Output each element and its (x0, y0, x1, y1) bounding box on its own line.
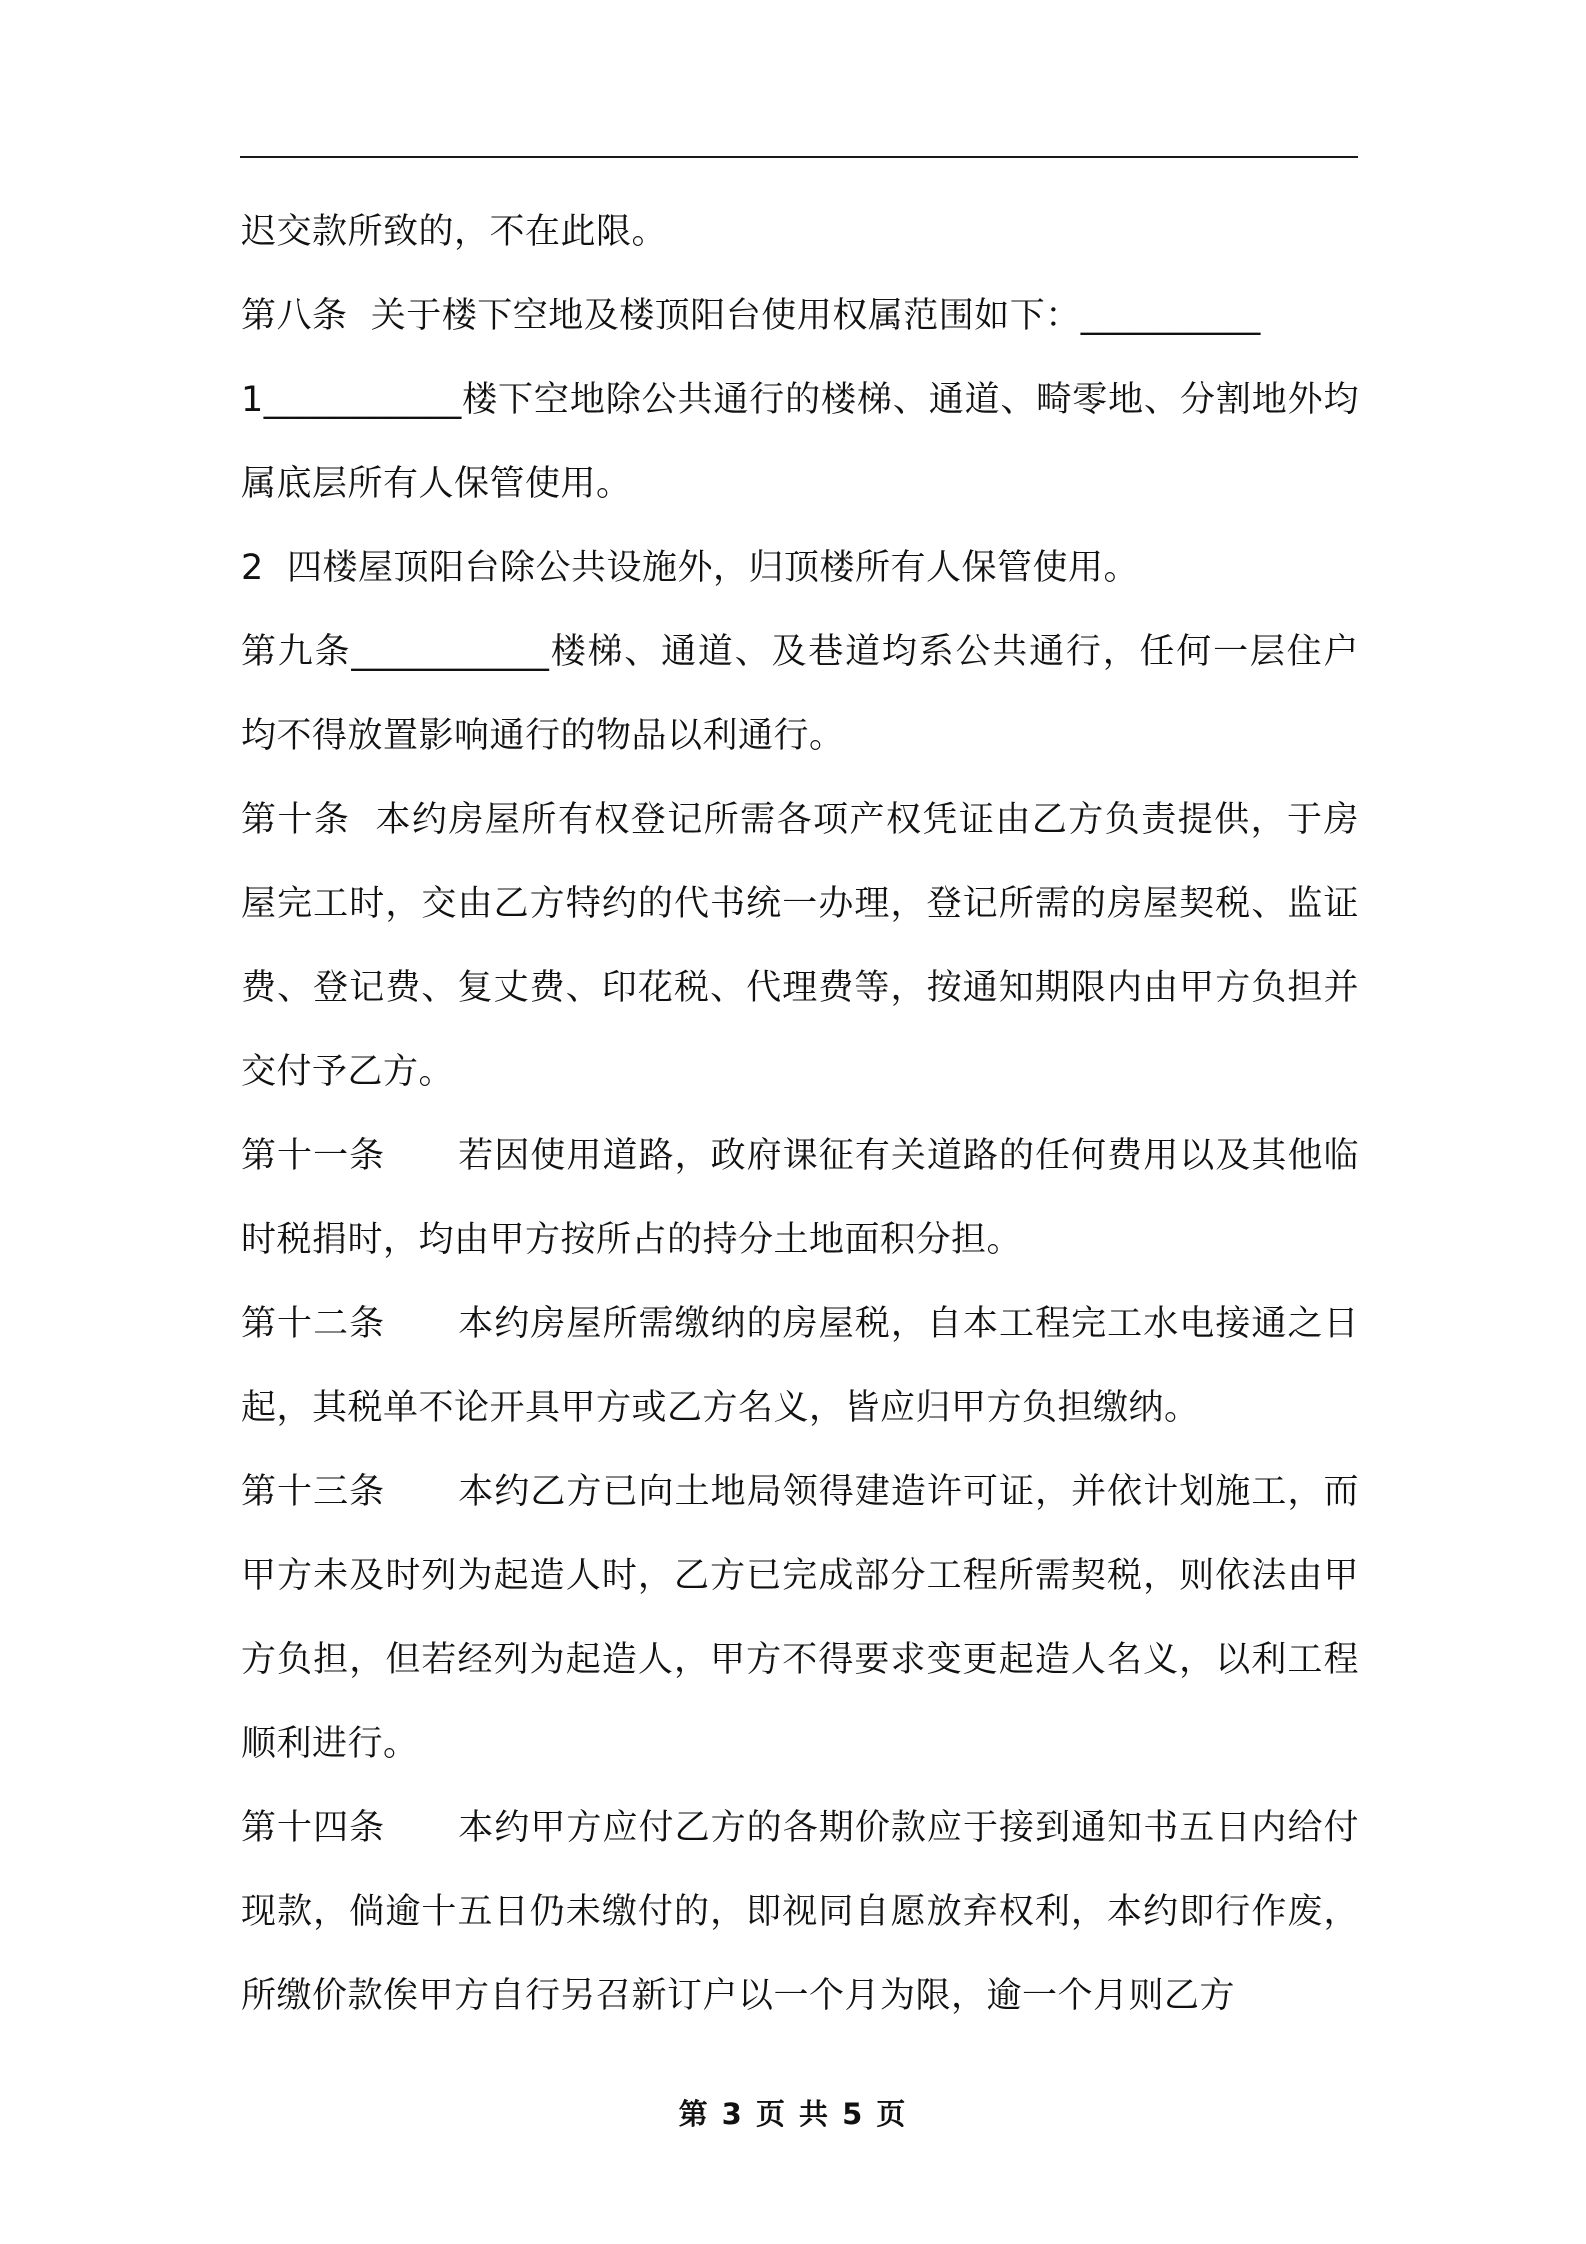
paragraph-article-8: 第八条 关于楼下空地及楼顶阳台使用权属范围如下：__________ (241, 296, 1261, 336)
paragraph-article-11: 第十一条 若因使用道路，政府课征有关道路的任何费用以及其他临时税捐时，均由甲方按所占的持分土地面积分担。 (241, 1136, 1359, 1260)
paragraph-article-13: 第十三条 本约乙方已向土地局领得建造许可证，并依计划施工，而甲方未及时列为起造人时，乙方已完成部分工程所需契税，则依法由甲方负担，但若经列为起造人，甲方不得要求变更起造人名义，以利工程顺利进行。 (241, 1472, 1359, 1764)
document-body (241, 190, 1359, 2038)
paragraph-article-8-item-2: 2 四楼屋顶阳台除公共设施外，归顶楼所有人保管使用。 (241, 548, 1140, 588)
paragraph-article-9: 第九条___________楼梯、通道、及巷道均系公共通行，任何一层住户均不得放置影响通行的物品以利通行。 (241, 632, 1359, 756)
paragraph-continuation: 迟交款所致的，不在此限。 (241, 212, 668, 252)
paragraph-article-14: 第十四条 本约甲方应付乙方的各期价款应于接到通知书五日内给付现款，倘逾十五日仍未缴付的，即视同自愿放弃权利，本约即行作废，所缴价款俟甲方自行另召新订户以一个月为限，逾一个月则乙方 (241, 1808, 1359, 2016)
paragraph-article-12: 第十二条 本约房屋所需缴纳的房屋税，自本工程完工水电接通之日起，其税单不论开具甲方或乙方名义，皆应归甲方负担缴纳。 (241, 1304, 1359, 1428)
paragraph-article-10: 第十条 本约房屋所有权登记所需各项产权凭证由乙方负责提供，于房屋完工时，交由乙方特约的代书统一办理，登记所需的房屋契税、监证费、登记费、复丈费、印花税、代理费等，按通知期限内由甲方负担并交付予乙方。 (241, 800, 1359, 1092)
page-number-footer: 第 3 页 共 5 页 (678, 2097, 908, 2131)
header-divider (240, 156, 1358, 158)
paragraph-article-8-item-1: 1___________楼下空地除公共通行的楼梯、通道、畸零地、分割地外均属底层所有人保管使用。 (241, 380, 1359, 504)
